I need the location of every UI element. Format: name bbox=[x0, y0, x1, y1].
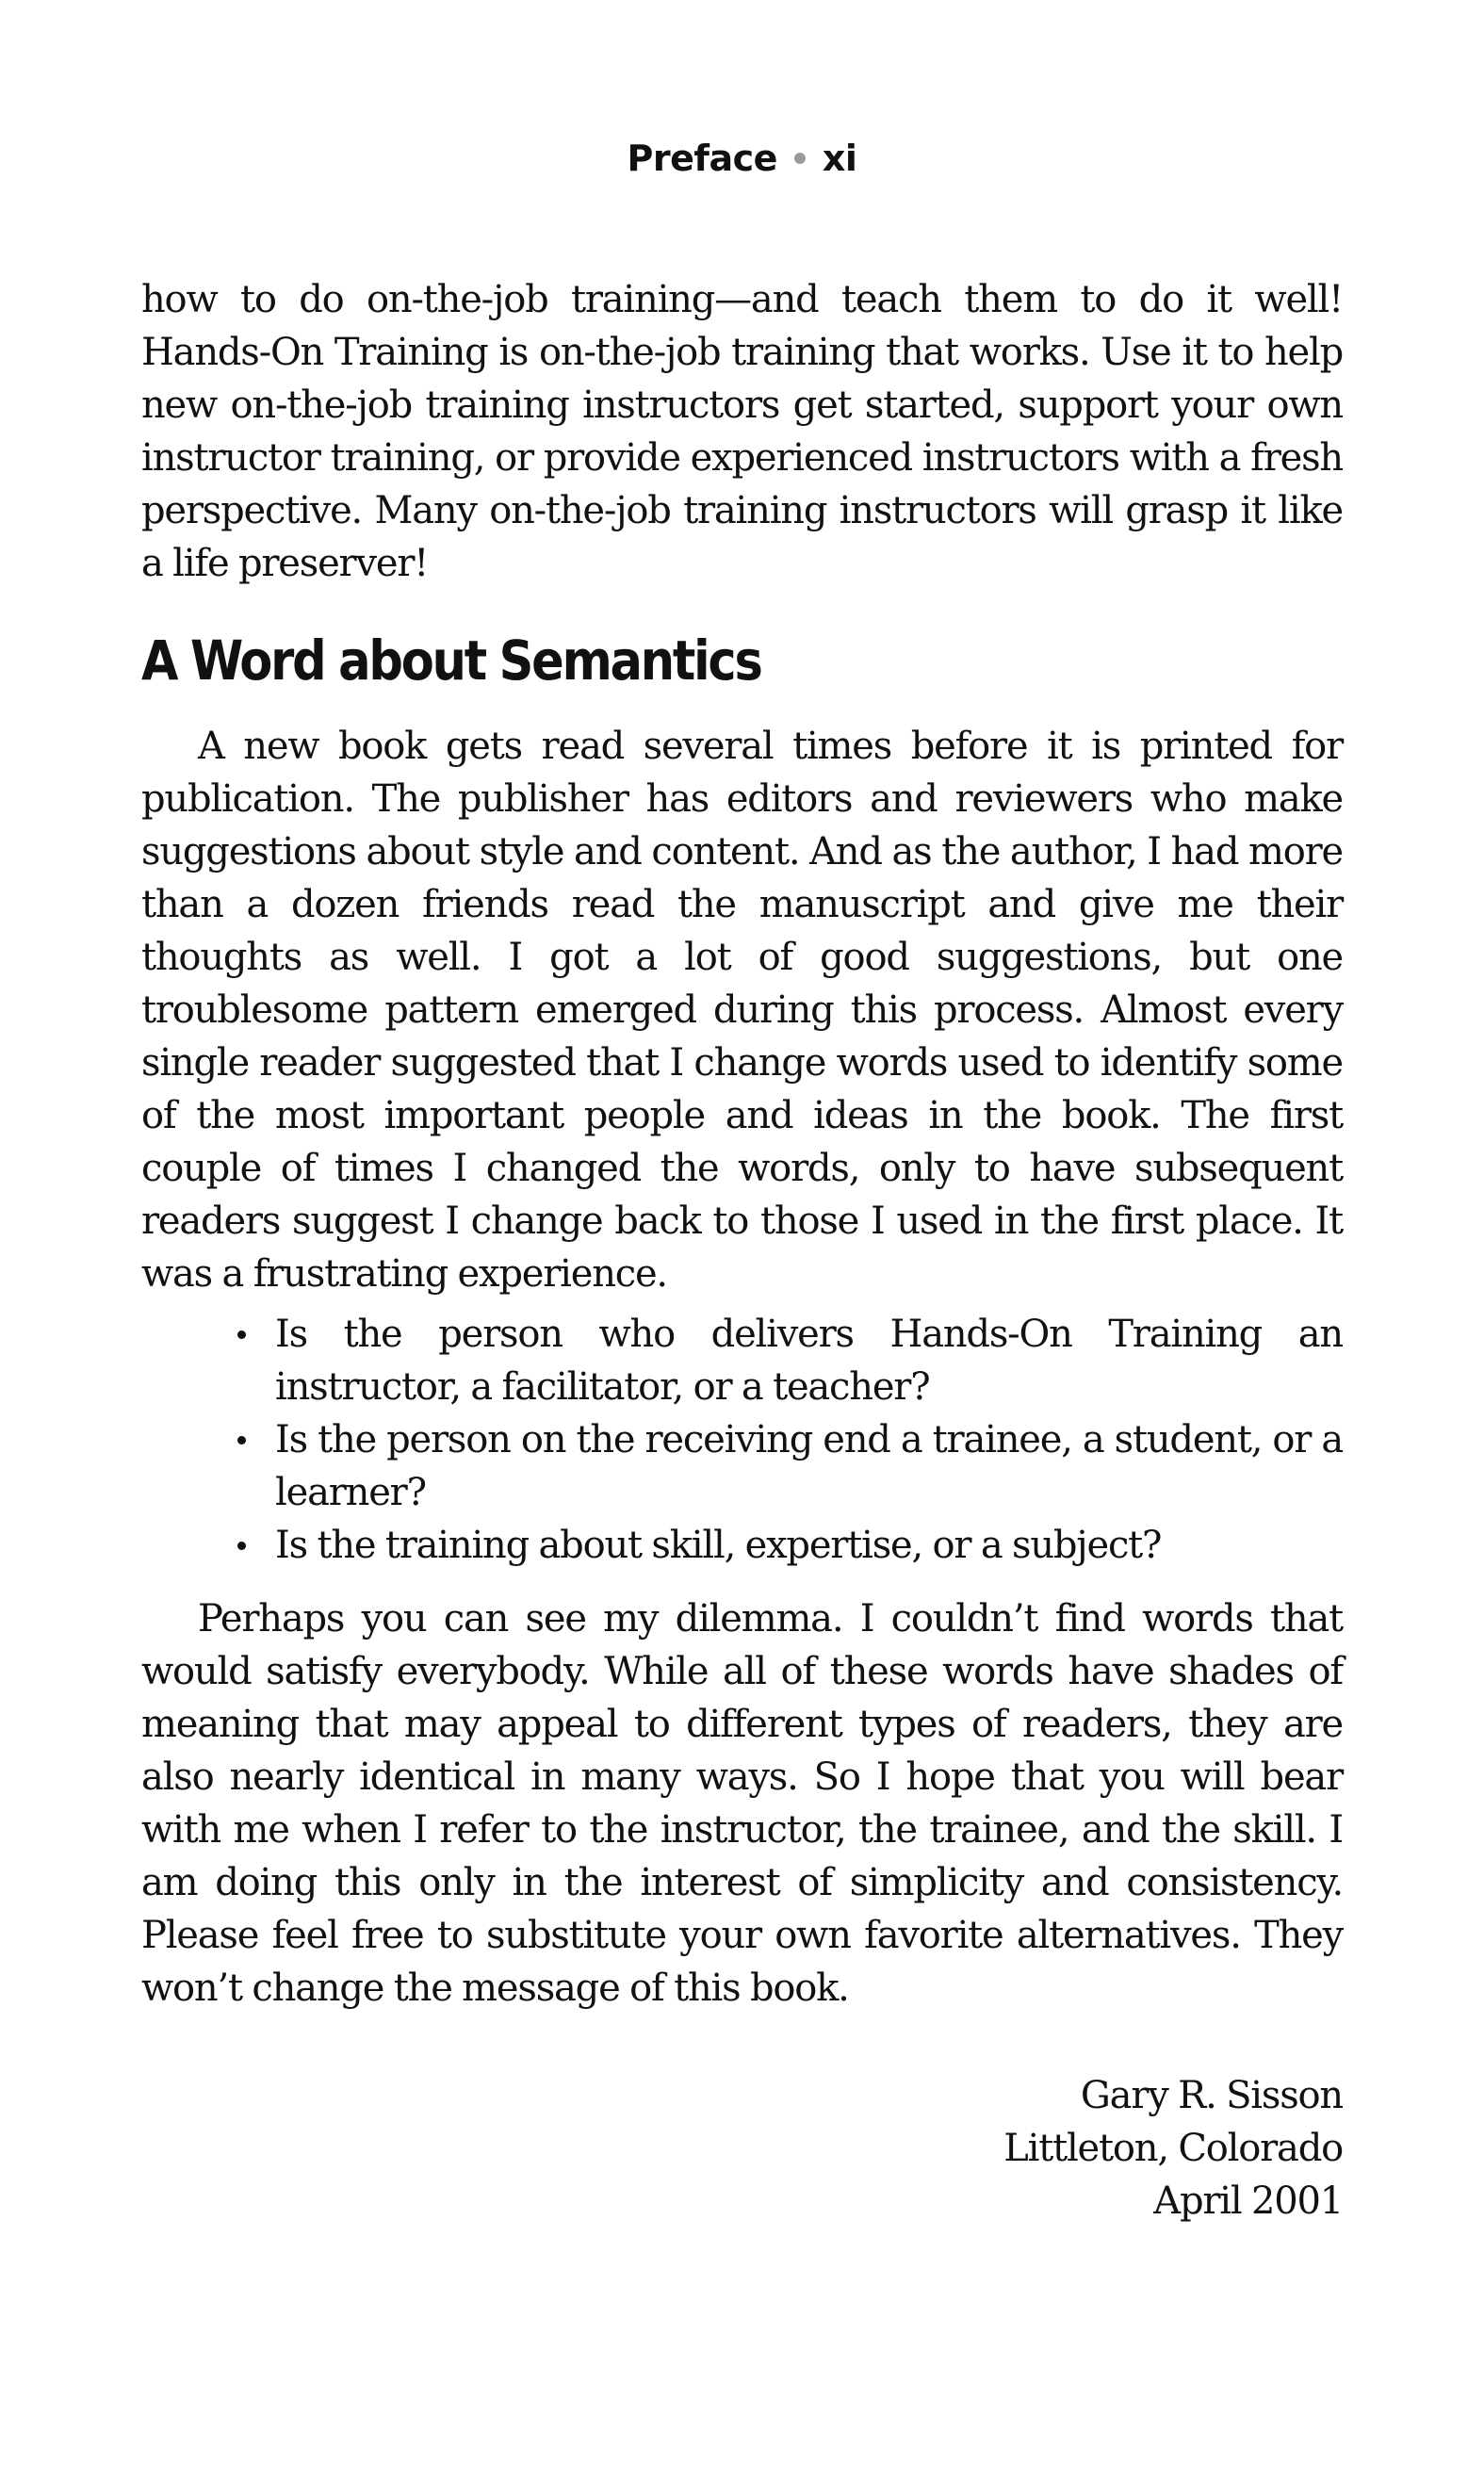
signature-date: April 2001 bbox=[1153, 2179, 1343, 2223]
signature-block bbox=[141, 2069, 1343, 2228]
header-page-number: xi bbox=[822, 138, 857, 179]
intro-paragraph: how to do on-the-job training—and teach them to do it well! Hands-On Training is on-the-job training that works. Use it to help new on-the-job training instructors get started, support your own instructor training, or provide experienced instructors with a fresh perspective. Many on-the-job training instructors will grasp it like a life preserver! bbox=[141, 278, 1343, 585]
running-header bbox=[0, 130, 1484, 187]
author-name: Gary R. Sisson bbox=[1080, 2074, 1343, 2117]
bullet-item: Is the training about skill, expertise, or a subject? bbox=[275, 1519, 1343, 1572]
body-paragraph-2: Perhaps you can see my dilemma. I couldn’t find words that would satisfy everybody. While all of these words have shades of meaning that may appeal to different types of readers, they are also nearly identical in many ways. So I hope that you will bear with me when I refer to the instructor, the trainee, and the skill. I am doing this only in the interest of simplicity and consistency. Please feel free to substitute your own favorite alternatives. They won’t change the message of this book. bbox=[141, 1597, 1343, 2010]
bullet-list bbox=[141, 1308, 1343, 1572]
page-body bbox=[141, 273, 1343, 2228]
author-location: Littleton, Colorado bbox=[1003, 2127, 1343, 2170]
header-section-title: Preface bbox=[627, 138, 777, 179]
bullet-separator-icon bbox=[794, 153, 806, 164]
bullet-item: Is the person who delivers Hands-On Training an instructor, a facilitator, or a teacher? bbox=[275, 1308, 1343, 1413]
body-paragraph-1: A new book gets read several times before it is printed for publication. The publisher has editors and reviewers who make suggestions about style and content. And as the author, I had more than a dozen friends read the manuscript and give me their thoughts as well. I got a lot of good suggestions, but one troublesome pattern emerged during this process. Almost every single reader suggested that I change words used to identify some of the most important people and ideas in the book. The first couple of times I changed the words, only to have subsequent readers suggest I change back to those I used in the first place. It was a frustrating experience. bbox=[141, 725, 1343, 1296]
section-heading: A Word about Semantics bbox=[141, 628, 761, 693]
bullet-item: Is the person on the receiving end a trainee, a student, or a learner? bbox=[275, 1413, 1343, 1519]
